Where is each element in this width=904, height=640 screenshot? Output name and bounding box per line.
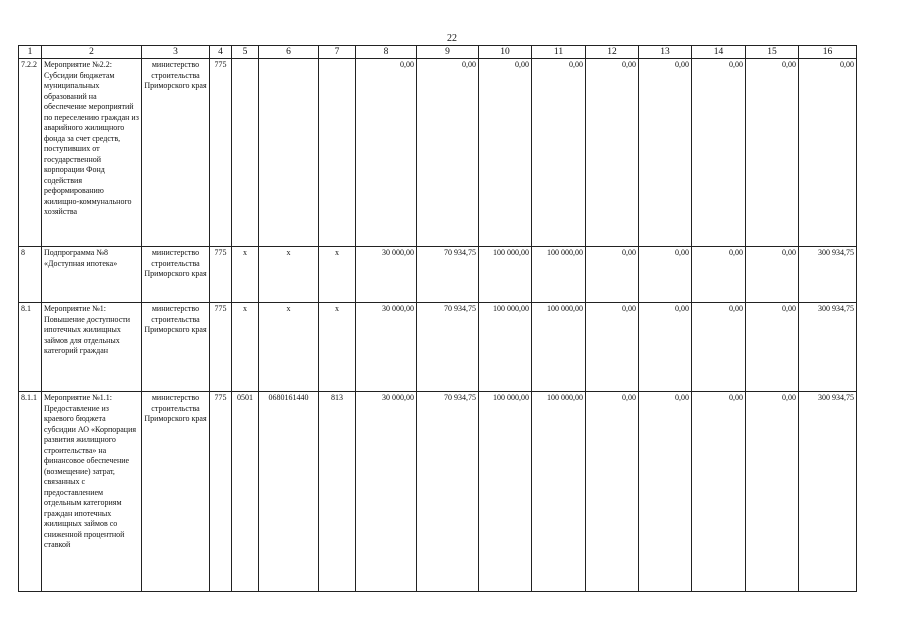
row-grbs: 775 [210, 247, 232, 303]
row-executor: министерство строительства Приморского края [142, 303, 210, 392]
row-name: Мероприятие №2.2: Субсидии бюджетам муниципальных образований на обеспечение мероприятий по переселению граждан из аварийного жилищного фонда за счет средств, поступивших от государственной корпорации Фонд содействия реформированию жилищно-коммунального хозяйства [42, 59, 142, 247]
header-cell: 15 [746, 46, 799, 59]
header-cell: 6 [259, 46, 319, 59]
row-vr [319, 59, 356, 247]
row-executor: министерство строительства Приморского края [142, 59, 210, 247]
row-vr: 813 [319, 392, 356, 592]
row-value-12: 0,00 [586, 59, 639, 247]
row-rz: x [232, 247, 259, 303]
row-value-13: 0,00 [639, 247, 692, 303]
header-cell: 12 [586, 46, 639, 59]
row-vr: x [319, 247, 356, 303]
header-cell: 14 [692, 46, 746, 59]
row-rz: x [232, 303, 259, 392]
row-number: 8.1.1 [19, 392, 42, 592]
header-cell: 13 [639, 46, 692, 59]
row-value-13: 0,00 [639, 303, 692, 392]
row-name: Подпрограмма №8 «Доступная ипотека» [42, 247, 142, 303]
row-value-15: 0,00 [746, 392, 799, 592]
table-row [19, 59, 857, 247]
header-row [19, 46, 857, 59]
header-cell: 4 [210, 46, 232, 59]
header-cell: 1 [19, 46, 42, 59]
row-value-14: 0,00 [692, 59, 746, 247]
row-grbs: 775 [210, 59, 232, 247]
row-value-11: 100 000,00 [532, 303, 586, 392]
row-value-16: 300 934,75 [799, 303, 857, 392]
row-csr: x [259, 247, 319, 303]
row-csr: x [259, 303, 319, 392]
row-value-9: 70 934,75 [417, 247, 479, 303]
row-value-8: 30 000,00 [356, 392, 417, 592]
row-value-10: 100 000,00 [479, 247, 532, 303]
row-value-12: 0,00 [586, 303, 639, 392]
row-value-9: 70 934,75 [417, 303, 479, 392]
row-value-8: 30 000,00 [356, 303, 417, 392]
row-value-15: 0,00 [746, 303, 799, 392]
table-row [19, 247, 857, 303]
row-value-11: 100 000,00 [532, 392, 586, 592]
row-value-8: 30 000,00 [356, 247, 417, 303]
header-cell: 5 [232, 46, 259, 59]
row-value-9: 70 934,75 [417, 392, 479, 592]
row-value-15: 0,00 [746, 59, 799, 247]
row-value-10: 100 000,00 [479, 303, 532, 392]
page-number: 22 [447, 33, 457, 44]
row-number: 8 [19, 247, 42, 303]
row-csr: 0680161440 [259, 392, 319, 592]
header-cell: 11 [532, 46, 586, 59]
row-grbs: 775 [210, 303, 232, 392]
row-value-16: 0,00 [799, 59, 857, 247]
row-csr [259, 59, 319, 247]
row-value-12: 0,00 [586, 247, 639, 303]
row-value-12: 0,00 [586, 392, 639, 592]
row-value-11: 0,00 [532, 59, 586, 247]
row-name: Мероприятие №1: Повышение доступности ипотечных жилищных займов для отдельных категорий граждан [42, 303, 142, 392]
header-cell: 2 [42, 46, 142, 59]
row-value-14: 0,00 [692, 392, 746, 592]
row-value-13: 0,00 [639, 59, 692, 247]
row-value-13: 0,00 [639, 392, 692, 592]
row-value-10: 0,00 [479, 59, 532, 247]
row-number: 7.2.2 [19, 59, 42, 247]
header-cell: 10 [479, 46, 532, 59]
row-value-10: 100 000,00 [479, 392, 532, 592]
row-value-11: 100 000,00 [532, 247, 586, 303]
row-number: 8.1 [19, 303, 42, 392]
row-value-16: 300 934,75 [799, 392, 857, 592]
row-vr: x [319, 303, 356, 392]
header-cell: 16 [799, 46, 857, 59]
row-grbs: 775 [210, 392, 232, 592]
row-value-16: 300 934,75 [799, 247, 857, 303]
header-cell: 9 [417, 46, 479, 59]
row-value-15: 0,00 [746, 247, 799, 303]
row-value-9: 0,00 [417, 59, 479, 247]
budget-table [18, 45, 857, 592]
header-cell: 3 [142, 46, 210, 59]
header-cell: 8 [356, 46, 417, 59]
row-rz: 0501 [232, 392, 259, 592]
row-value-14: 0,00 [692, 303, 746, 392]
header-cell: 7 [319, 46, 356, 59]
table-row [19, 392, 857, 592]
table-row [19, 303, 857, 392]
row-executor: министерство строительства Приморского края [142, 392, 210, 592]
row-executor: министерство строительства Приморского края [142, 247, 210, 303]
row-value-14: 0,00 [692, 247, 746, 303]
row-value-8: 0,00 [356, 59, 417, 247]
row-name: Мероприятие №1.1: Предоставление из краевого бюджета субсидии АО «Корпорация развития жилищного строительства» на финансовое обеспечение (возмещение) затрат, связанных с предоставлением отдельным категориям граждан ипотечных жилищных займов со сниженной процентной ставкой [42, 392, 142, 592]
row-rz [232, 59, 259, 247]
